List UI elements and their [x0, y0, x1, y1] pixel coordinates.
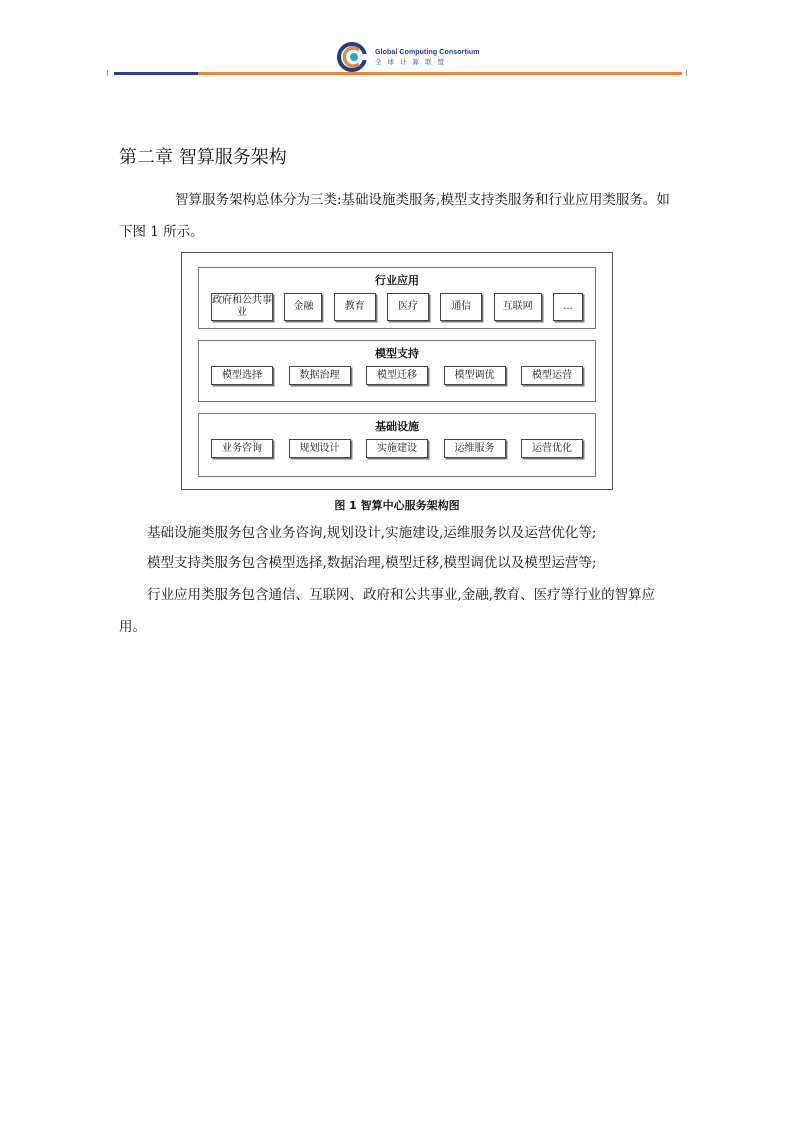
item-more: ... — [553, 293, 583, 321]
intro-paragraph: 智算服务架构总体分为三类:基础设施类服务,模型支持类服务和行业应用类服务。如下图 1 所示。 — [119, 192, 670, 240]
item-education: 教育 — [334, 293, 376, 321]
item-model-selection: 模型选择 — [211, 366, 273, 385]
item-planning-design: 规划设计 — [289, 439, 351, 458]
header-rule-orange — [198, 72, 682, 75]
item-data-governance: 数据治理 — [289, 366, 351, 385]
item-business-consulting: 业务咨询 — [211, 439, 273, 458]
figure-caption: 图 1 智算中心服务架构图 — [334, 499, 460, 512]
layer-industry-application — [198, 267, 596, 329]
header-rule-blue — [114, 72, 198, 75]
layer-title: 行业应用 — [375, 274, 419, 287]
paragraph-infrastructure: 基础设施类服务包含业务咨询,规划设计,实施建设,运维服务以及运营优化等; — [147, 525, 597, 541]
item-government: 政府和公共事业 — [211, 293, 273, 321]
item-operation-service: 运维服务 — [444, 439, 506, 458]
item-implementation: 实施建设 — [366, 439, 428, 458]
logo-chinese-text: 全球计算联盟 — [375, 57, 450, 66]
item-finance: 金融 — [284, 293, 322, 321]
paragraph-model-support: 模型支持类服务包含模型选择,数据治理,模型迁移,模型调优以及模型运营等; — [147, 555, 597, 571]
layer-model-support — [198, 340, 596, 402]
header-tick-left — [107, 70, 108, 76]
item-model-operation: 模型运营 — [521, 366, 583, 385]
layer-title: 模型支持 — [375, 347, 419, 360]
item-model-tuning: 模型调优 — [444, 366, 506, 385]
item-model-migration: 模型迁移 — [366, 366, 428, 385]
item-telecom: 通信 — [440, 293, 482, 321]
layer-title: 基础设施 — [375, 420, 419, 433]
chapter-title: 第二章 智算服务架构 — [119, 147, 287, 168]
paragraph-industry: 行业应用类服务包含通信、互联网、政府和公共事业,金融,教育、医疗等行业的智算应用。 — [119, 587, 656, 635]
item-internet: 互联网 — [494, 293, 542, 321]
architecture-figure — [181, 252, 613, 490]
layer-infrastructure — [198, 413, 596, 477]
header-tick-right — [686, 70, 687, 76]
header-logo — [337, 42, 480, 72]
consortium-logo-icon — [337, 42, 369, 72]
item-medical: 医疗 — [387, 293, 429, 321]
item-operation-optimization: 运营优化 — [521, 439, 583, 458]
logo-english-text: Global Computing Consortium — [375, 48, 480, 56]
